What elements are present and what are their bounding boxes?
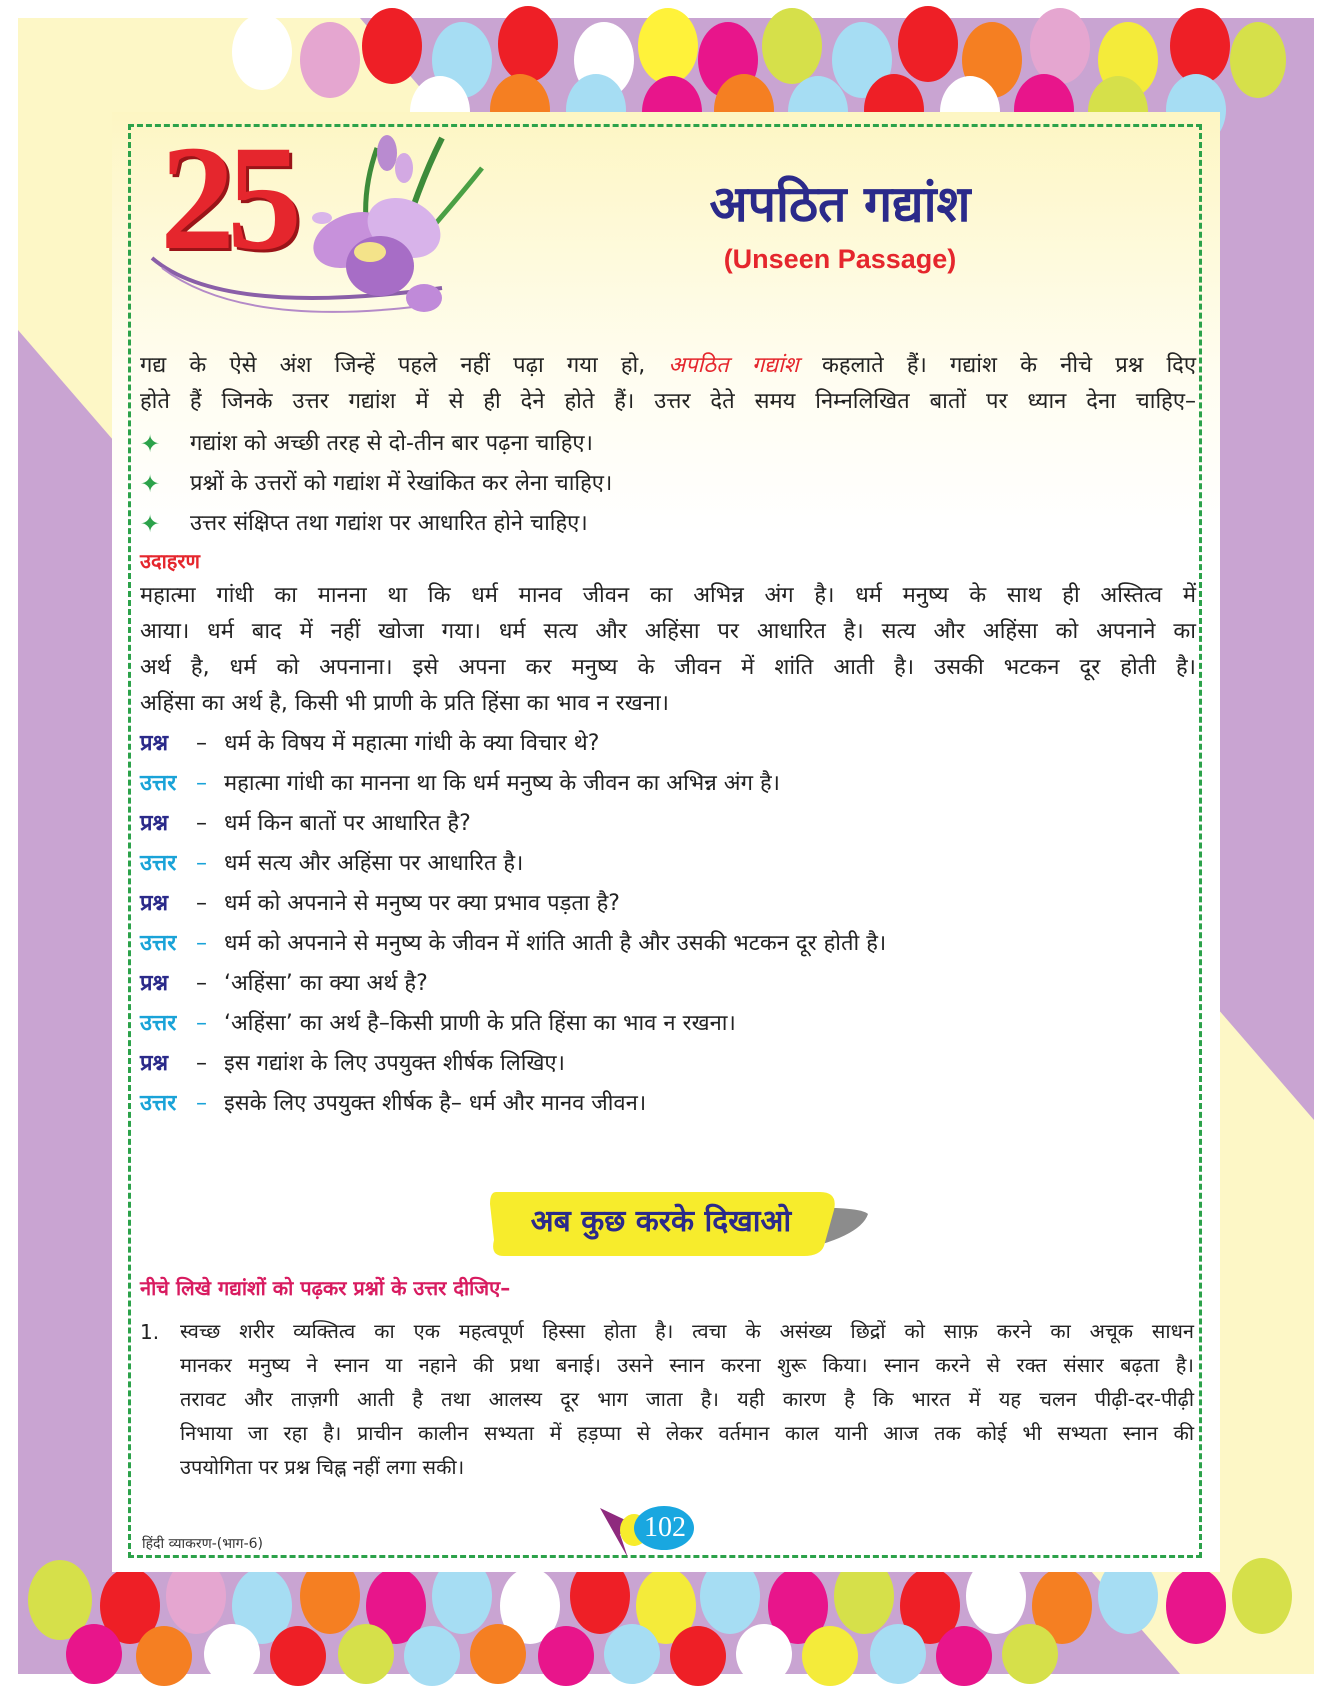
passage-line: महात्मा गांधी का मानना था कि धर्म मानव जीवन का अभिन्न अंग है। धर्म मनुष्य के साथ ही अस्तित्व में xyxy=(140,583,1196,608)
question-label: प्रश्न xyxy=(140,731,169,756)
passage-line: अर्थ है, धर्म को अपनाना। इसे अपना कर मनुष्य के जीवन में शांति आती है। उसकी भटकन दूर होती है। xyxy=(140,655,1196,680)
dash: – xyxy=(196,811,207,836)
bullet-text: प्रश्नों के उत्तरों को गद्यांश में रेखांकित कर लेना चाहिए। xyxy=(190,471,613,496)
question-label: प्रश्न xyxy=(140,891,169,916)
chapter-title-english: (Unseen Passage) xyxy=(723,244,957,274)
exercise-line: उपयोगिता पर प्रश्न चिह्न नहीं लगा सकी। xyxy=(180,1455,465,1479)
dash: – xyxy=(196,971,207,996)
page-number: 102 xyxy=(644,1512,686,1543)
exercise-line: स्वच्छ शरीर व्यक्तित्व का एक महत्वपूर्ण हिस्सा होता है। त्वचा के असंख्य छिद्रों को साफ़ करने का अचूक साधन xyxy=(180,1319,1194,1343)
question-text: इस गद्यांश के लिए उपयुक्त शीर्षक लिखिए। xyxy=(224,1051,565,1076)
passage-line: अहिंसा का अर्थ है, किसी भी प्राणी के प्रति हिंसा का भाव न रखना। xyxy=(140,691,669,716)
four-point-star-icon: ✦ xyxy=(140,510,161,538)
flower-decoration xyxy=(142,115,502,338)
exercise-line: मानकर मनुष्य ने स्नान या नहाने की प्रथा बनाई। उसने स्नान करना शुरू किया। स्नान करने से रक्त संसार बढ़ता है। xyxy=(180,1353,1194,1377)
answer-label: उत्तर xyxy=(140,931,177,956)
example-heading: उदाहरण xyxy=(140,549,201,573)
bullet-text: उत्तर संक्षिप्त तथा गद्यांश पर आधारित होने चाहिए। xyxy=(190,511,588,536)
exercise-line: निभाया जा रहा है। प्राचीन कालीन सभ्यता में हड़प्पा से लेकर वर्तमान काल यानी आज तक कोई भी सभ्यता स्नान की xyxy=(180,1421,1194,1445)
dash: – xyxy=(196,771,207,796)
highlight-term: अपठित गद्यांश xyxy=(668,353,799,378)
answer-label: उत्तर xyxy=(140,851,177,876)
activity-banner-title: अब कुछ करके दिखाओ xyxy=(530,1204,792,1239)
four-point-star-icon: ✦ xyxy=(140,430,161,458)
answer-text: धर्म को अपनाने से मनुष्य के जीवन में शांति आती है और उसकी भटकन दूर होती है। xyxy=(224,931,887,956)
question-text: धर्म किन बातों पर आधारित है? xyxy=(224,811,471,836)
question-label: प्रश्न xyxy=(140,971,169,996)
chapter-number: 25 xyxy=(160,115,294,281)
question-text: धर्म के विषय में महात्मा गांधी के क्या विचार थे? xyxy=(224,731,600,756)
dash: – xyxy=(196,1011,207,1036)
dash: – xyxy=(196,731,207,756)
activity-instruction: नीचे लिखे गद्यांशों को पढ़कर प्रश्नों के उत्तर दीजिए– xyxy=(140,1276,511,1300)
dash: – xyxy=(196,891,207,916)
answer-label: उत्तर xyxy=(140,771,177,796)
answer-text: इसके लिए उपयुक्त शीर्षक है– धर्म और मानव जीवन। xyxy=(224,1091,647,1116)
passage-line: आया। धर्म बाद में नहीं खोजा गया। धर्म सत्य और अहिंसा पर आधारित है। सत्य और अहिंसा को अपनाने का xyxy=(140,619,1196,644)
answer-text: ‘अहिंसा’ का अर्थ है–किसी प्राणी के प्रति हिंसा का भाव न रखना। xyxy=(224,1011,736,1036)
intro-line-1 xyxy=(140,348,1196,384)
dash: – xyxy=(196,931,207,956)
dash: – xyxy=(196,1091,207,1116)
book-title-footer: हिंदी व्याकरण-(भाग-6) xyxy=(142,1536,263,1552)
bullet-text: गद्यांश को अच्छी तरह से दो-तीन बार पढ़ना चाहिए। xyxy=(190,431,593,456)
question-label: प्रश्न xyxy=(140,811,169,836)
dash: – xyxy=(196,851,207,876)
question-text: धर्म को अपनाने से मनुष्य पर क्या प्रभाव पड़ता है? xyxy=(224,891,620,916)
question-label: प्रश्न xyxy=(140,1051,169,1076)
question-text: ‘अहिंसा’ का क्या अर्थ है? xyxy=(224,971,428,996)
exercise-line: तरावट और ताज़गी आती है तथा आलस्य दूर भाग जाता है। यही कारण है कि भारत में यह चलन पीढ़ी-दर-पीढ़ी xyxy=(180,1387,1194,1411)
chapter-title-hindi: अपठित गद्यांश xyxy=(709,174,971,233)
answer-label: उत्तर xyxy=(140,1091,177,1116)
answer-label: उत्तर xyxy=(140,1011,177,1036)
intro-text: कहलाते हैं। गद्यांश के नीचे प्रश्न दिए xyxy=(821,353,1196,378)
intro-text: गद्य के ऐसे अंश जिन्हें पहले नहीं पढ़ा गया हो, xyxy=(140,353,646,378)
answer-text: महात्मा गांधी का मानना था कि धर्म मनुष्य के जीवन का अभिन्न अंग है। xyxy=(224,771,781,796)
answer-text: धर्म सत्य और अहिंसा पर आधारित है। xyxy=(224,851,524,876)
dash: – xyxy=(196,1051,207,1076)
intro-line-2: होते हैं जिनके उत्तर गद्यांश में से ही देने होते हैं। उत्तर देते समय निम्नलिखित बातों पर ध्यान देना चाहिए– xyxy=(140,389,1196,414)
four-point-star-icon: ✦ xyxy=(140,470,161,498)
exercise-number: 1. xyxy=(140,1320,160,1344)
exercise-passage xyxy=(180,1314,1194,1484)
